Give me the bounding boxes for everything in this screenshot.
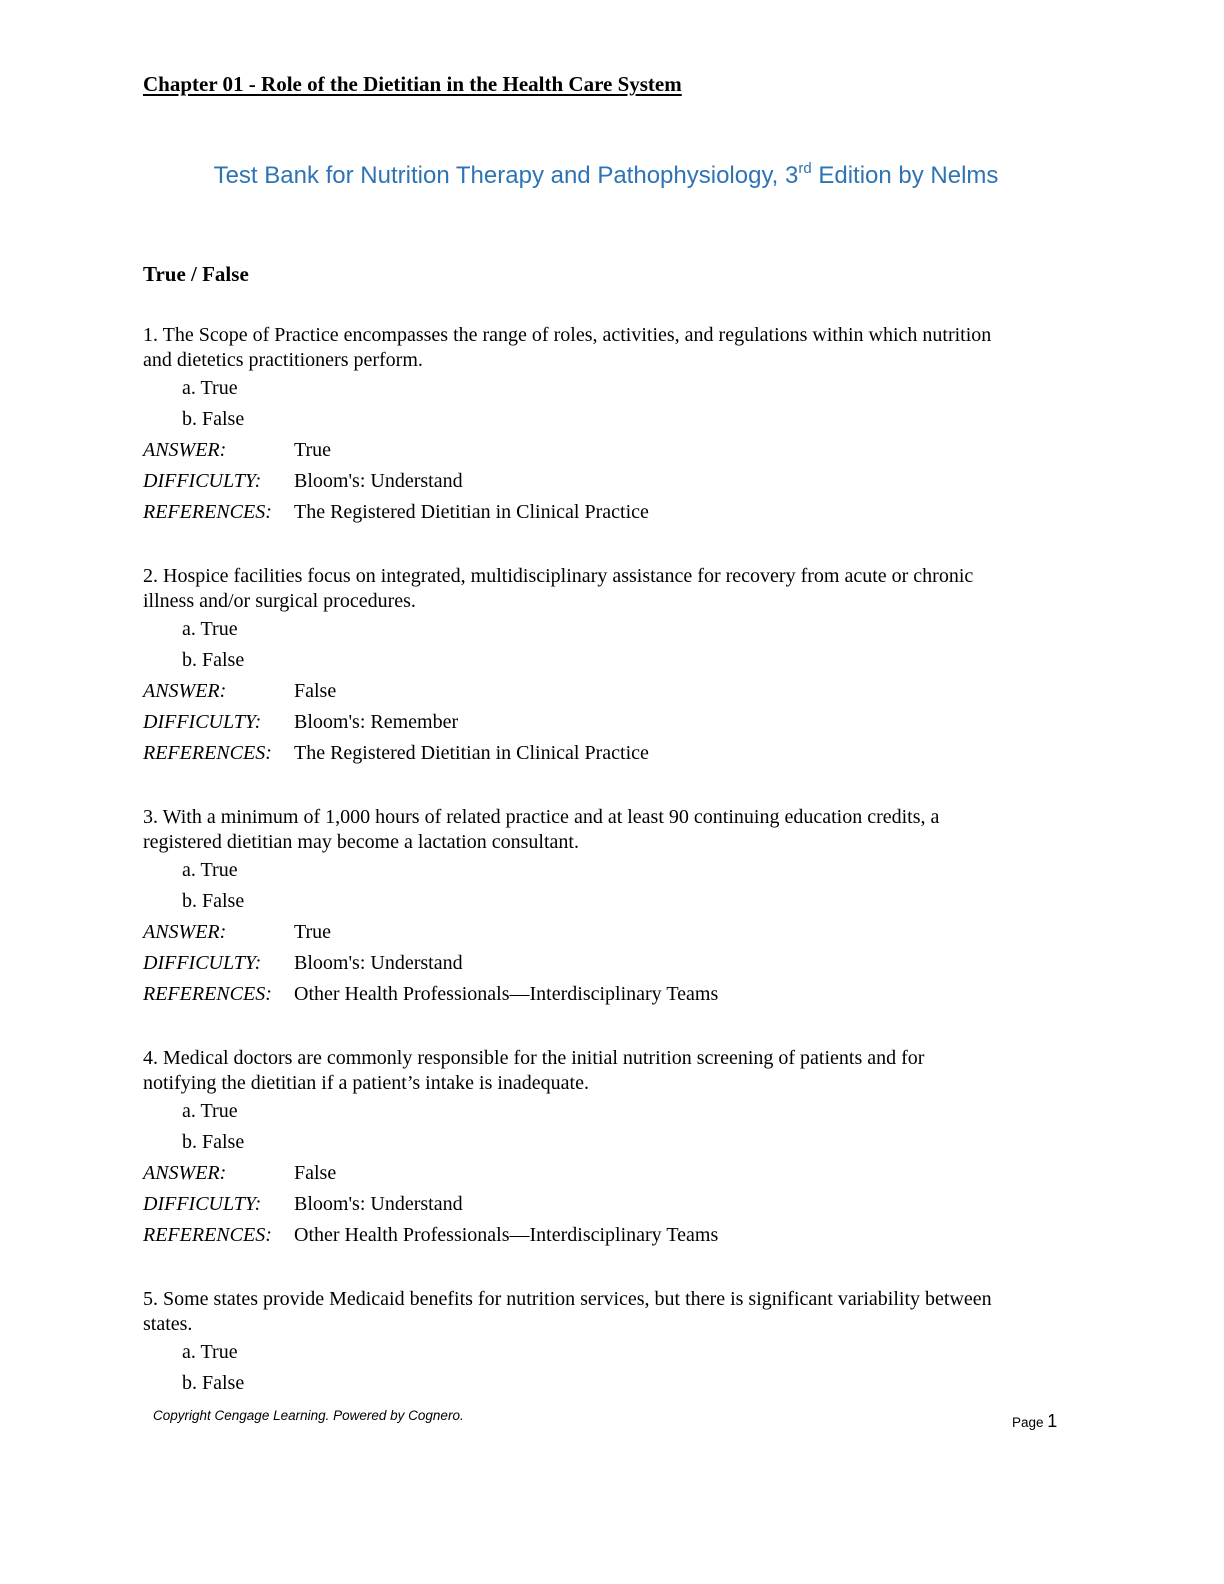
difficulty-value: Bloom's: Remember bbox=[294, 711, 459, 733]
difficulty-row bbox=[143, 707, 1083, 738]
answer-value: False bbox=[294, 1162, 337, 1184]
answer-row bbox=[143, 917, 1083, 948]
question-stem bbox=[143, 564, 1083, 614]
references-value: Other Health Professionals—Interdisciplinary Teams bbox=[294, 983, 719, 1005]
references-value: Other Health Professionals—Interdisciplinary Teams bbox=[294, 1224, 719, 1246]
option-false: b. False bbox=[182, 408, 245, 430]
references-label: REFERENCES: bbox=[143, 501, 272, 523]
question-stem-line: 4. Medical doctors are commonly responsible for the initial nutrition screening of patients and for bbox=[143, 1047, 925, 1069]
answer-value: True bbox=[294, 439, 332, 461]
references-label: REFERENCES: bbox=[143, 742, 272, 764]
difficulty-value: Bloom's: Understand bbox=[294, 952, 463, 974]
title-text-end: Edition by Nelms bbox=[811, 162, 999, 189]
difficulty-label: DIFFICULTY: bbox=[143, 952, 262, 974]
answer-row bbox=[143, 1158, 1083, 1189]
title-superscript: rd bbox=[798, 160, 812, 177]
references-label: REFERENCES: bbox=[143, 983, 272, 1005]
question-1 bbox=[143, 323, 1083, 528]
page-number: 1 bbox=[1047, 1411, 1058, 1431]
answer-row bbox=[143, 676, 1083, 707]
answer-value: False bbox=[294, 680, 337, 702]
question-stem bbox=[143, 805, 1083, 855]
references-row bbox=[143, 1220, 1083, 1251]
question-stem-line: registered dietitian may become a lactation consultant. bbox=[143, 831, 579, 853]
question-5 bbox=[143, 1287, 1083, 1399]
answer-value: True bbox=[294, 921, 332, 943]
references-row bbox=[143, 738, 1083, 769]
option-false: b. False bbox=[182, 1372, 245, 1394]
option-true: a. True bbox=[182, 1100, 238, 1122]
chapter-heading: Chapter 01 - Role of the Dietitian in the Health Care System bbox=[143, 72, 682, 96]
option-true: a. True bbox=[182, 377, 238, 399]
document-title bbox=[0, 161, 1212, 190]
option-true: a. True bbox=[182, 859, 238, 881]
option-false: b. False bbox=[182, 649, 245, 671]
question-stem bbox=[143, 1287, 1083, 1337]
question-3 bbox=[143, 805, 1083, 1010]
section-heading: True / False bbox=[143, 262, 249, 286]
page-label: Page bbox=[1012, 1415, 1048, 1430]
question-stem-line: 3. With a minimum of 1,000 hours of related practice and at least 90 continuing education credits, a bbox=[143, 806, 940, 828]
answer-row bbox=[143, 435, 1083, 466]
answer-label: ANSWER: bbox=[143, 680, 227, 702]
option-false: b. False bbox=[182, 890, 245, 912]
title-text: Test Bank for Nutrition Therapy and Pathophysiology, 3 bbox=[213, 162, 799, 189]
question-stem bbox=[143, 323, 1083, 373]
references-value: The Registered Dietitian in Clinical Practice bbox=[294, 742, 649, 764]
question-2 bbox=[143, 564, 1083, 769]
question-stem-line: 5. Some states provide Medicaid benefits for nutrition services, but there is significant variability between bbox=[143, 1288, 992, 1310]
references-value: The Registered Dietitian in Clinical Practice bbox=[294, 501, 649, 523]
difficulty-row bbox=[143, 948, 1083, 979]
difficulty-value: Bloom's: Understand bbox=[294, 470, 463, 492]
option-false: b. False bbox=[182, 1131, 245, 1153]
question-stem-line: notifying the dietitian if a patient’s intake is inadequate. bbox=[143, 1072, 589, 1094]
references-label: REFERENCES: bbox=[143, 1224, 272, 1246]
question-stem bbox=[143, 1046, 1083, 1096]
footer-page-number bbox=[1012, 1411, 1057, 1432]
difficulty-value: Bloom's: Understand bbox=[294, 1193, 463, 1215]
difficulty-row bbox=[143, 1189, 1083, 1220]
difficulty-label: DIFFICULTY: bbox=[143, 470, 262, 492]
footer-copyright: Copyright Cengage Learning. Powered by Cognero. bbox=[153, 1408, 464, 1423]
answer-label: ANSWER: bbox=[143, 439, 227, 461]
question-stem-line: 2. Hospice facilities focus on integrated, multidisciplinary assistance for recovery from acute or chronic bbox=[143, 565, 974, 587]
references-row bbox=[143, 979, 1083, 1010]
difficulty-row bbox=[143, 466, 1083, 497]
question-stem-line: and dietetics practitioners perform. bbox=[143, 349, 423, 371]
difficulty-label: DIFFICULTY: bbox=[143, 1193, 262, 1215]
option-true: a. True bbox=[182, 618, 238, 640]
option-true: a. True bbox=[182, 1341, 238, 1363]
question-stem-line: 1. The Scope of Practice encompasses the range of roles, activities, and regulations within which nutrition bbox=[143, 324, 992, 346]
references-row bbox=[143, 497, 1083, 528]
question-stem-line: states. bbox=[143, 1313, 193, 1335]
question-stem-line: illness and/or surgical procedures. bbox=[143, 590, 416, 612]
difficulty-label: DIFFICULTY: bbox=[143, 711, 262, 733]
answer-label: ANSWER: bbox=[143, 921, 227, 943]
answer-label: ANSWER: bbox=[143, 1162, 227, 1184]
question-4 bbox=[143, 1046, 1083, 1251]
